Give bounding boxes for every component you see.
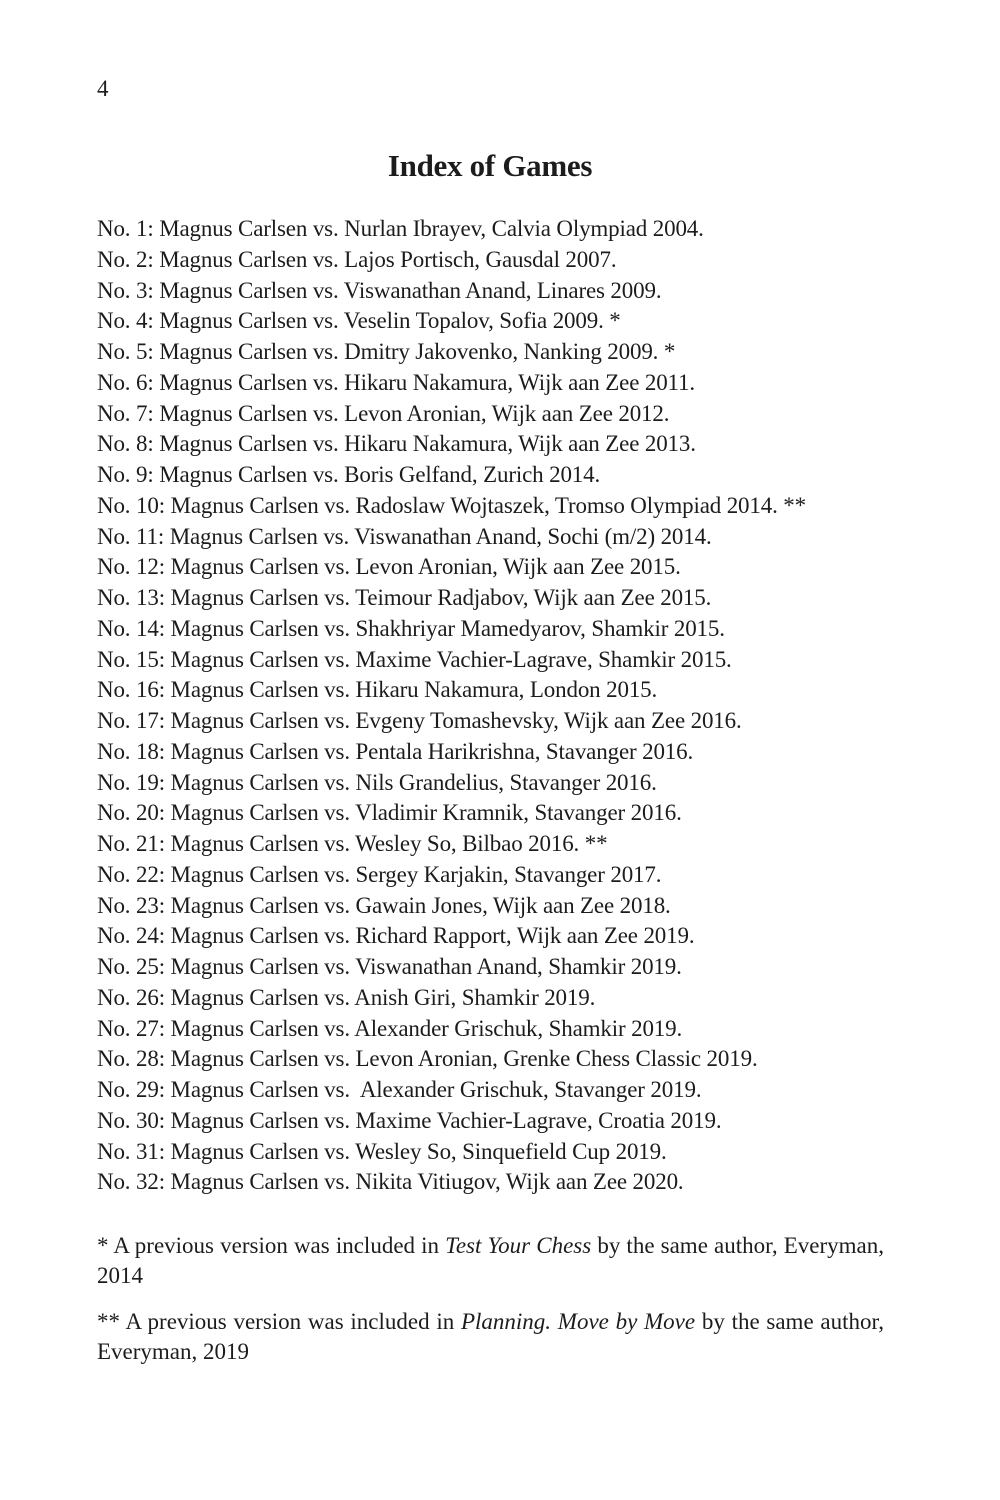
page-title: Index of Games — [387, 148, 593, 183]
footnote-book-title: Test Your Chess — [445, 1233, 592, 1258]
page-number: 4 — [97, 76, 109, 101]
game-entry: No. 13: Magnus Carlsen vs. Teimour Radjabov, Wijk aan Zee 2015. — [97, 585, 712, 610]
game-entry: No. 31: Magnus Carlsen vs. Wesley So, Sinquefield Cup 2019. — [97, 1138, 667, 1164]
game-entry: No. 8: Magnus Carlsen vs. Hikaru Nakamura, Wijk aan Zee 2013. — [97, 431, 696, 457]
game-entry: No. 9: Magnus Carlsen vs. Boris Gelfand, Zurich 2014. — [97, 462, 601, 487]
game-entry: No. 26: Magnus Carlsen vs. Anish Giri, Shamkir 2019. — [97, 984, 596, 1010]
game-entry: No. 4: Magnus Carlsen vs. Veselin Topalov, Sofia 2009. * — [97, 308, 621, 334]
game-entry: No. 20: Magnus Carlsen vs. Vladimir Kramnik, Stavanger 2016. — [97, 800, 682, 826]
game-entry: No. 11: Magnus Carlsen vs. Viswanathan Anand, Sochi (m/2) 2014. — [97, 523, 712, 549]
game-entry: No. 22: Magnus Carlsen vs. Sergey Karjakin, Stavanger 2017. — [97, 861, 662, 887]
game-entry: No. 32: Magnus Carlsen vs. Nikita Vitiugov, Wijk aan Zee 2020. — [97, 1169, 684, 1195]
footnote-text: by the same author, Everyman, 2019 — [97, 1309, 884, 1364]
game-entry: No. 15: Magnus Carlsen vs. Maxime Vachier-Lagrave, Shamkir 2015. — [97, 646, 732, 672]
game-entry: No. 17: Magnus Carlsen vs. Evgeny Tomashevsky, Wijk aan Zee 2016. — [97, 708, 742, 733]
game-entry: No. 2: Magnus Carlsen vs. Lajos Portisch, Gausdal 2007. — [97, 246, 617, 272]
game-entry: No. 23: Magnus Carlsen vs. Gawain Jones, Wijk aan Zee 2018. — [97, 892, 671, 918]
game-entry: No. 24: Magnus Carlsen vs. Richard Rapport, Wijk aan Zee 2019. — [97, 923, 695, 949]
game-entry: No. 1: Magnus Carlsen vs. Nurlan Ibrayev, Calvia Olympiad 2004. — [97, 216, 704, 241]
footnote-text: * A previous version was included in — [97, 1233, 446, 1258]
game-entry: No. 6: Magnus Carlsen vs. Hikaru Nakamura, Wijk aan Zee 2011. — [97, 369, 696, 395]
game-entry: No. 12: Magnus Carlsen vs. Levon Aronian, Wijk aan Zee 2015. — [97, 554, 681, 580]
game-entry: No. 7: Magnus Carlsen vs. Levon Aronian, Wijk aan Zee 2012. — [97, 400, 670, 426]
game-entry: No. 29: Magnus Carlsen vs. Alexander Grischuk, Stavanger 2019. — [97, 1077, 702, 1102]
game-entry: No. 30: Magnus Carlsen vs. Maxime Vachier-Lagrave, Croatia 2019. — [97, 1107, 722, 1133]
footnote-single-asterisk — [97, 1231, 884, 1291]
game-entry: No. 3: Magnus Carlsen vs. Viswanathan Anand, Linares 2009. — [97, 277, 662, 303]
footnote-text: by the same author, Everyman, 2014 — [97, 1233, 884, 1288]
game-entry: No. 27: Magnus Carlsen vs. Alexander Grischuk, Shamkir 2019. — [97, 1015, 683, 1041]
game-entry: No. 25: Magnus Carlsen vs. Viswanathan Anand, Shamkir 2019. — [97, 954, 682, 979]
game-entry: No. 5: Magnus Carlsen vs. Dmitry Jakovenko, Nanking 2009. * — [97, 339, 676, 364]
game-entry: No. 14: Magnus Carlsen vs. Shakhriyar Mamedyarov, Shamkir 2015. — [97, 615, 725, 641]
game-entry: No. 21: Magnus Carlsen vs. Wesley So, Bilbao 2016. ** — [97, 831, 608, 856]
game-entry: No. 28: Magnus Carlsen vs. Levon Aronian, Grenke Chess Classic 2019. — [97, 1046, 758, 1072]
footnote-text: ** A previous version was included in — [97, 1309, 461, 1334]
footnote-double-asterisk — [97, 1307, 884, 1367]
game-entry: No. 16: Magnus Carlsen vs. Hikaru Nakamura, London 2015. — [97, 677, 658, 703]
game-entry: No. 10: Magnus Carlsen vs. Radoslaw Wojtaszek, Tromso Olympiad 2014. ** — [97, 492, 806, 518]
footnote-book-title: Planning. Move by Move — [460, 1309, 696, 1334]
games-list — [97, 214, 897, 1198]
game-entry: No. 18: Magnus Carlsen vs. Pentala Harikrishna, Stavanger 2016. — [97, 738, 694, 764]
game-entry: No. 19: Magnus Carlsen vs. Nils Grandelius, Stavanger 2016. — [97, 769, 657, 795]
